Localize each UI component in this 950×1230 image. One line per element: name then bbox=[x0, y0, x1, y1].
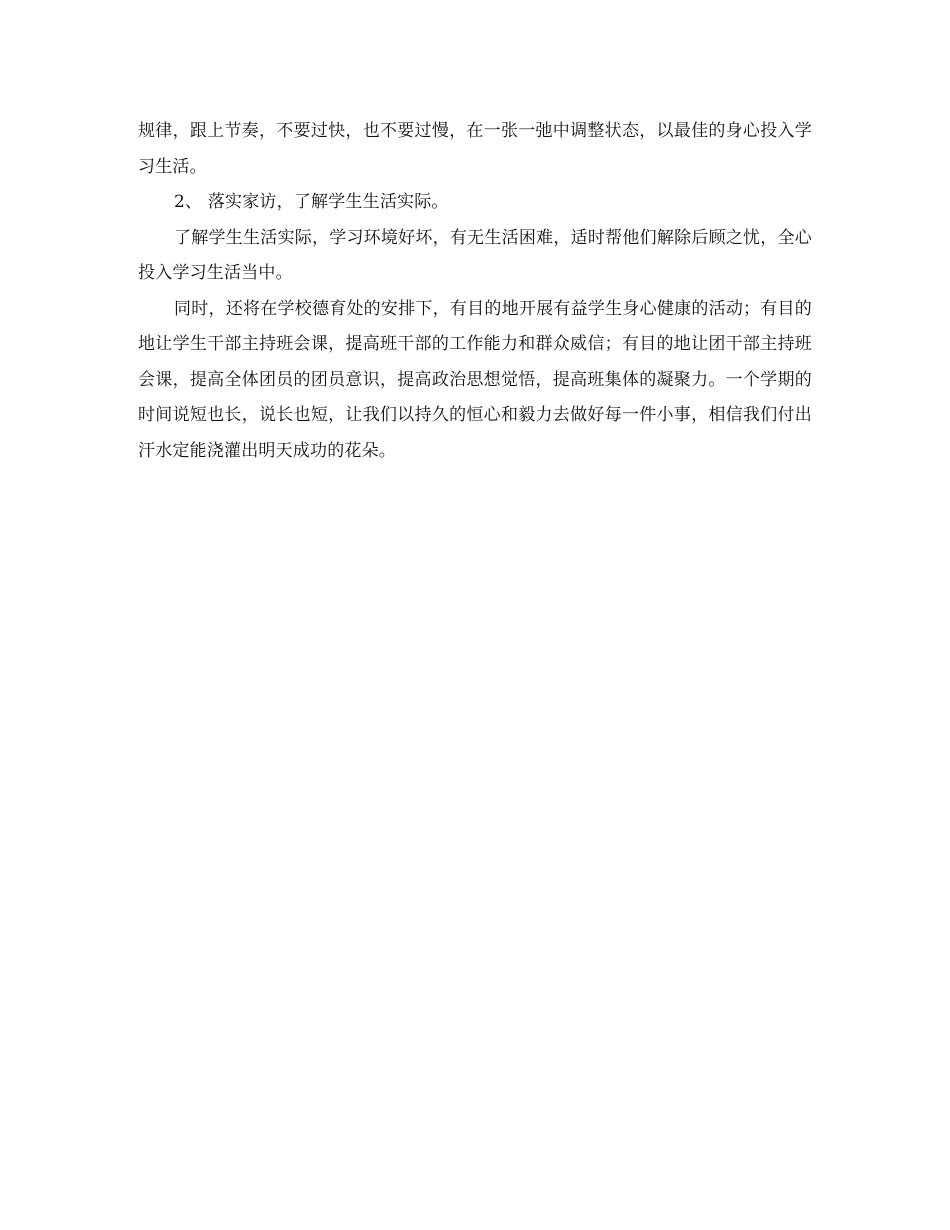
paragraph-heading-home-visit: 2、 落实家访，了解学生生活实际。 bbox=[174, 192, 449, 212]
paragraph-student-life: 了解学生生活实际，学习环境好坏，有无生活困难，适时帮他们解除后顾之忧，全心投入学习生活当中。 bbox=[138, 227, 812, 283]
paragraph-activities: 同时，还将在学校德育处的安排下，有目的地开展有益学生身心健康的活动；有目的地让学生干部主持班会课，提高班干部的工作能力和群众威信；有目的地让团干部主持班会课，提高全体团员的团员意识，提高政治思想觉悟，提高班集体的凝聚力。一个学期的时间说短也长，说长也短，让我们以持久的恒心和毅力去做好每一件小事，相信我们付出汗水定能浇灌出明天成功的花朵。 bbox=[138, 298, 812, 461]
document-body bbox=[138, 114, 812, 469]
paragraph-continuation: 规律，跟上节奏，不要过快，也不要过慢，在一张一弛中调整状态，以最佳的身心投入学习生活。 bbox=[138, 121, 812, 177]
